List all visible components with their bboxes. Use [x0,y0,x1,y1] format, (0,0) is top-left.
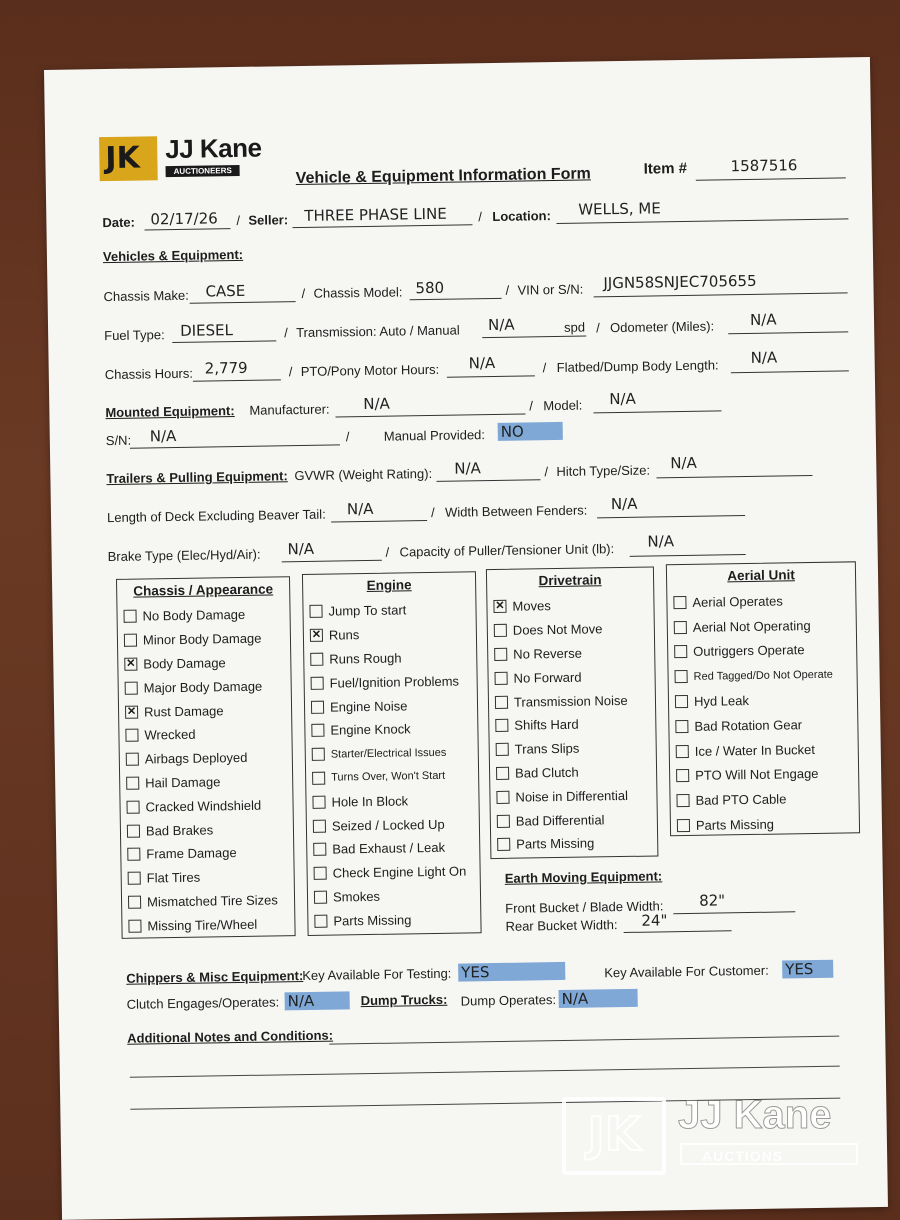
dump-heading: Dump Trucks: [360,991,448,1009]
chassis-model-label: Chassis Model: [313,284,403,301]
mfr-value: N/A [363,394,390,414]
brake-value: N/A [287,539,315,559]
model-label: Model: [543,397,583,414]
checklist-item[interactable] [493,592,653,618]
sep: / [385,544,390,560]
checklist-item-label: Missing Tire/Wheel [147,916,258,934]
checklist-item[interactable] [126,745,292,771]
checklist-item[interactable] [126,793,292,819]
checkbox-icon[interactable] [495,719,508,732]
checkbox-icon[interactable] [128,872,141,885]
checklist-item[interactable] [312,740,478,766]
checkbox-icon[interactable] [125,681,138,694]
dump-value[interactable]: N/A [559,989,638,1008]
chassis-make-label: Chassis Make: [103,287,189,305]
checklist-item[interactable] [313,811,479,837]
checkbox-icon[interactable] [309,605,322,618]
checklist-item[interactable] [314,907,480,933]
checkbox-icon[interactable] [126,753,139,766]
checklist-item-label: Jump To start [328,602,407,619]
checklist-item-label: Fuel/Ignition Problems [329,673,460,691]
sep: / [301,285,306,301]
checklist-item[interactable] [495,711,655,737]
watermark-brand: JJ Kane [678,1093,832,1137]
brand-name: JJ Kane [165,132,262,165]
rear-bucket-field[interactable] [623,914,731,933]
checkbox-icon[interactable] [311,724,324,737]
checklist-item[interactable] [497,830,657,856]
checklist-item-label: Aerial Operates [692,593,783,610]
gvwr-value: N/A [454,459,481,478]
checkbox-icon[interactable] [127,824,140,837]
checklist-item[interactable] [312,788,478,814]
drivetrain-box-title: Drivetrain [538,572,602,589]
checklist-item[interactable] [128,888,294,914]
checklist-item[interactable] [124,650,290,676]
checkbox-icon[interactable] [126,800,139,813]
checklist-item[interactable] [313,859,479,885]
checklist-item-label: Mismatched Tire Sizes [146,892,278,910]
location-value: WELLS, ME [578,199,661,219]
checkbox-icon[interactable] [123,610,136,623]
checkbox-icon[interactable] [312,795,325,808]
front-bucket-label: Front Bucket / Blade Width: [505,898,664,916]
hours-label: Chassis Hours: [104,365,194,383]
vin-label: VIN or S/N: [517,281,584,298]
gvwr-label: GVWR (Weight Rating): [294,465,433,484]
watermark-sub: AUCTIONS [680,1143,858,1165]
watermark-jk-icon: JK [562,1097,666,1175]
checklist-item[interactable] [125,674,291,700]
form-paper [44,57,888,1220]
checklist-item-label: Engine Noise [329,697,408,715]
checklist-item-label: Check Engine Light On [332,863,467,881]
aerial-unit-box [666,561,860,836]
checked-box-icon[interactable]: ✕ [495,600,505,613]
checklist-item[interactable] [676,736,858,764]
sep: / [544,464,549,480]
checkbox-icon[interactable] [124,634,137,647]
earth-heading: Earth Moving Equipment: [504,868,663,886]
clutch-value[interactable]: N/A [285,991,350,1010]
rear-bucket-value: 24" [641,911,668,930]
checklist-item-label: Parts Missing [695,816,775,833]
checklist-item[interactable] [314,883,480,909]
key-test-value[interactable]: YES [458,962,565,982]
checklist-item[interactable] [310,621,476,647]
location-label: Location: [492,208,551,224]
checklist-item-label: Bad PTO Cable [695,791,787,809]
checklist-item[interactable] [496,735,656,761]
sep: / [529,398,534,414]
drivetrain-box [486,566,659,859]
fuel-label: Fuel Type: [104,327,165,344]
aerial-checklist [667,587,859,838]
chassis-appearance-box [116,576,296,939]
sep: / [236,212,241,228]
sep: / [288,364,293,380]
checklist-item[interactable] [496,783,656,809]
gvwr-field[interactable] [436,463,540,482]
drivetrain-checklist [487,592,657,856]
checklist-item-label: Hyd Leak [693,693,750,709]
checklist-item[interactable] [495,688,655,714]
checklist-item-label: Runs Rough [329,650,402,667]
checkbox-icon[interactable] [494,624,507,637]
flatbed-value: N/A [750,348,778,367]
front-bucket-field[interactable] [673,895,795,914]
checklist-item[interactable] [677,810,859,838]
checklist-item[interactable] [674,637,856,665]
seller-value: THREE PHASE LINE [304,204,447,225]
checklist-item[interactable] [124,626,290,652]
checklist-item-label: PTO Will Not Engage [695,766,819,784]
checkbox-icon[interactable] [675,720,688,733]
deck-label: Length of Deck Excluding Beaver Tail: [106,506,326,526]
manual-label: Manual Provided: [383,427,486,444]
checklist-item-label: Runs [328,627,360,643]
checklist-item[interactable] [674,662,856,690]
checklist-item[interactable] [128,864,294,890]
checklist-item[interactable] [310,645,476,671]
notes-line[interactable] [130,1066,840,1078]
item-label: Item # [643,159,688,178]
sep: / [430,504,435,520]
checkbox-icon[interactable] [314,867,327,880]
date-value: 02/17/26 [150,209,218,229]
sn-value: N/A [149,426,177,446]
checklist-item-label: Frame Damage [146,845,237,862]
checkbox-icon[interactable] [674,645,687,658]
dump-label: Dump Operates: [460,992,557,1009]
seller-label: Seller: [248,212,289,228]
date-label: Date: [102,214,136,231]
checkbox-icon[interactable] [314,891,327,904]
checklist-item[interactable] [676,786,858,814]
checklist-item[interactable] [674,612,856,640]
checklist-item[interactable] [676,761,858,789]
model-value: N/A [609,389,636,409]
checkbox-icon[interactable] [677,819,690,832]
checkbox-icon[interactable] [496,791,509,804]
chassis-checklist [117,602,294,938]
manual-value[interactable]: NO [498,422,563,441]
checkbox-icon[interactable] [311,676,324,689]
sep: / [284,325,288,341]
checkbox-icon[interactable] [675,670,688,683]
checklist-item-label: Red Tagged/Do Not Operate [693,668,833,683]
capacity-value: N/A [647,532,675,551]
checkbox-icon[interactable] [676,769,689,782]
checklist-item[interactable] [127,816,293,842]
sep: / [596,320,600,336]
pto-label: PTO/Pony Motor Hours: [300,361,440,380]
chippers-heading: Chippers & Misc Equipment: [126,968,304,986]
checkbox-icon[interactable] [494,648,507,661]
checklist-item-label: Minor Body Damage [142,630,262,648]
clutch-label: Clutch Engages/Operates: [126,994,280,1012]
checklist-item[interactable] [497,807,657,833]
checkbox-icon[interactable] [496,743,509,756]
odo-field[interactable] [728,315,848,334]
checklist-item-label: Parts Missing [516,835,595,853]
checklist-item[interactable] [494,616,654,642]
vin-value: JJGN58SNJEC705655 [603,271,757,293]
checkbox-icon[interactable] [311,700,324,713]
key-cust-label: Key Available For Customer: [604,962,769,981]
checklist-item[interactable] [127,840,293,866]
checklist-item-label: Turns Over, Won't Start [331,770,446,785]
checklist-item-label: Transmission Noise [513,692,628,710]
checklist-item[interactable] [310,669,476,695]
checkbox-icon[interactable] [128,919,141,932]
checklist-item-label: Bad Clutch [514,764,579,781]
checkbox-icon[interactable] [495,672,508,685]
trans-label: Transmission: Auto / Manual [296,322,460,341]
key-cust-value[interactable]: YES [782,960,833,979]
deck-field[interactable] [331,504,427,523]
trailers-heading: Trailers & Pulling Equipment: [106,468,288,487]
checklist-item-label: Cracked Windshield [145,797,262,815]
checklist-item-label: Hole In Block [331,793,409,810]
brand-sub: AUCTIONEERS [166,165,240,177]
fenders-label: Width Between Fenders: [444,502,588,520]
mounted-heading: Mounted Equipment: [105,403,235,421]
checklist-item-label: Outriggers Operate [693,642,805,660]
checklist-item[interactable] [496,759,656,785]
rear-bucket-label: Rear Bucket Width: [505,917,618,934]
key-test-label: Key Available For Testing: [302,965,452,984]
checkbox-icon[interactable] [313,843,326,856]
chassis-make-value: CASE [205,281,246,301]
checklist-item-label: Does Not Move [512,621,603,638]
checklist-item-label: No Forward [513,669,582,686]
deck-value: N/A [346,499,374,519]
checklist-item-label: Bad Rotation Gear [694,717,803,734]
chassis-box-title: Chassis / Appearance [133,581,274,599]
checklist-item-label: Parts Missing [333,912,412,929]
checkbox-icon[interactable] [310,653,323,666]
checklist-item[interactable] [126,769,292,795]
checklist-item[interactable] [125,697,291,723]
checklist-item-label: Bad Exhaust / Leak [332,840,446,857]
checklist-item-label: Body Damage [143,655,226,672]
checkbox-icon[interactable] [675,695,688,708]
checklist-item-label: Major Body Damage [143,678,263,696]
checkbox-icon[interactable] [126,777,139,790]
checklist-item[interactable] [675,686,857,714]
checklist-item-label: Bad Differential [515,811,605,829]
checkbox-icon[interactable] [496,767,509,780]
sep: / [542,360,547,376]
front-bucket-value: 82" [698,891,726,910]
notes-heading: Additional Notes and Conditions: [127,1027,334,1046]
checklist-item-label: Moves [512,598,551,615]
flatbed-field[interactable] [731,354,849,373]
checklist-item[interactable] [312,764,478,790]
notes-line[interactable] [329,1036,839,1045]
checkbox-icon[interactable] [312,748,325,761]
checklist-item-label: Airbags Deployed [144,750,248,767]
checkbox-icon[interactable] [495,695,508,708]
checklist-item-label: Flat Tires [146,869,201,886]
checklist-item[interactable] [311,716,477,742]
checkbox-icon[interactable] [313,819,326,832]
checklist-item-label: Noise in Differential [515,787,629,805]
fenders-value: N/A [610,494,638,514]
pto-value: N/A [468,353,496,373]
hitch-value: N/A [670,453,697,473]
checkbox-icon[interactable] [676,794,689,807]
checkbox-icon[interactable] [676,745,689,758]
checklist-item[interactable] [494,640,654,666]
checklist-item-label: Wrecked [144,727,196,743]
watermark [562,1093,872,1173]
aerial-box-title: Aerial Unit [727,567,795,584]
checklist-item-label: Smokes [332,888,381,905]
checked-box-icon[interactable]: ✕ [126,657,136,670]
checklist-item-label: Trans Slips [514,740,580,757]
engine-box [302,571,482,936]
checkbox-icon[interactable] [674,621,687,634]
checklist-item[interactable] [673,587,855,615]
checklist-item[interactable] [128,912,294,938]
engine-checklist [303,597,480,933]
checklist-item-label: Rust Damage [143,702,224,720]
trans-value: N/A [487,315,515,335]
checklist-item[interactable] [123,602,289,628]
item-value: 1587516 [730,156,798,176]
form-title: Vehicle & Equipment Information Form [295,165,591,188]
sn-label: S/N: [105,432,132,449]
sep: / [505,282,510,298]
checklist-item-label: Starter/Electrical Issues [330,746,447,761]
capacity-label: Capacity of Puller/Tensioner Unit (lb): [399,541,615,560]
odo-label: Odometer (Miles): [609,318,715,336]
checklist-item[interactable] [309,597,475,623]
checkbox-icon[interactable] [127,848,140,861]
flatbed-label: Flatbed/Dump Body Length: [556,357,719,375]
checked-box-icon[interactable]: ✕ [126,705,137,718]
checklist-item-label: Aerial Not Operating [692,617,811,635]
checklist-item[interactable] [311,692,477,718]
checkbox-icon[interactable] [314,914,327,927]
checkbox-icon[interactable] [497,838,510,851]
checkbox-icon[interactable] [673,596,686,609]
checkbox-icon[interactable] [125,729,138,742]
checkbox-icon[interactable] [497,814,510,827]
checklist-item[interactable] [675,711,857,739]
checklist-item[interactable] [125,721,291,747]
mfr-label: Manufacturer: [249,401,330,418]
hitch-label: Hitch Type/Size: [556,462,651,480]
chassis-model-value: 580 [415,278,445,298]
checklist-item-label: Shifts Hard [514,717,579,734]
engine-box-title: Engine [366,577,412,593]
vehicles-heading: Vehicles & Equipment: [102,246,244,265]
brake-label: Brake Type (Elec/Hyd/Air): [107,546,261,565]
odo-value: N/A [749,310,777,329]
jk-logo-icon: JK [99,136,158,181]
checklist-item-label: No Body Damage [142,607,246,624]
spd-label: spd [563,319,586,335]
sep: / [345,429,350,445]
checklist-item[interactable] [313,835,479,861]
checklist-item-label: Bad Brakes [145,822,214,839]
checklist-item[interactable] [494,664,654,690]
checklist-item-label: No Reverse [513,645,582,662]
hours-value: 2,779 [204,358,248,378]
checklist-item-label: Hail Damage [145,774,221,791]
checkbox-icon[interactable] [312,772,325,785]
sep: / [478,209,483,225]
checklist-item-label: Ice / Water In Bucket [694,741,816,759]
checkbox-icon[interactable] [128,896,141,909]
checked-box-icon[interactable]: ✕ [311,628,322,642]
fuel-value: DIESEL [179,321,234,340]
checklist-item-label: Engine Knock [330,721,411,738]
checklist-item-label: Seized / Locked Up [331,816,445,834]
